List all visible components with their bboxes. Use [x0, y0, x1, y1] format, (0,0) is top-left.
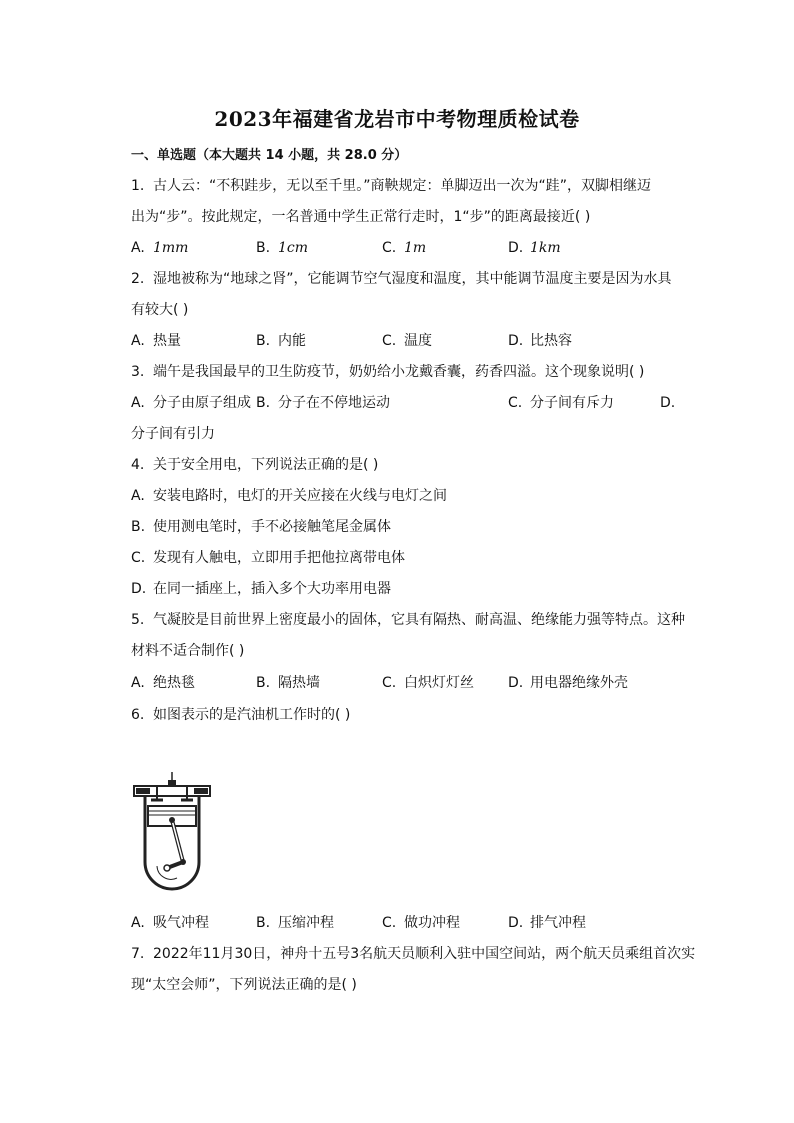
option-2b: B. 内能 [256, 333, 306, 349]
option-2d: D. 比热容 [508, 333, 572, 349]
question-3-line-1: 3. 端午是我国最早的卫生防疫节，奶奶给小龙戴香囊，药香四溢。这个现象说明( ) [131, 364, 645, 380]
option-1d: D. 1km [508, 240, 561, 256]
question-number: 5. [131, 612, 145, 628]
option-2c: C. 温度 [382, 333, 432, 349]
question-2-line-2: 有较大( ) [131, 302, 189, 318]
option-6c: C. 做功冲程 [382, 915, 460, 931]
option-5d: D. 用电器绝缘外壳 [508, 675, 628, 691]
question-7-line-1: 7. 2022年11月30日，神舟十五号3名航天员顺利入驻中国空间站，两个航天员乘组首次实 [131, 946, 696, 962]
question-1-line-1: 1. 古人云：“不积跬步，无以至千里。”商鞅规定：单脚迈出一次为“跬”，双脚相继迈 [131, 178, 652, 194]
question-number: 6. [131, 707, 145, 723]
option-1c: C. 1m [382, 240, 427, 256]
option-3d: D. [660, 395, 676, 411]
option-4a: A. 安装电路时，电灯的开关应接在火线与电灯之间 [131, 488, 447, 504]
question-number: 7. [131, 946, 145, 962]
option-5a: A. 绝热毯 [131, 675, 195, 691]
question-5-line-1: 5. 气凝胶是目前世界上密度最小的固体，它具有隔热、耐高温、绝缘能力强等特点。这种 [131, 612, 685, 628]
option-6b: B. 压缩冲程 [256, 915, 334, 931]
option-5b: B. 隔热墙 [256, 675, 320, 691]
question-7-line-2: 现“太空会师”，下列说法正确的是( ) [131, 977, 357, 993]
option-1b: B. 1cm [256, 240, 309, 256]
question-4-line-1: 4. 关于安全用电，下列说法正确的是( ) [131, 457, 379, 473]
option-3a: A. 分子由原子组成 [131, 395, 251, 411]
question-5-line-2: 材料不适合制作( ) [131, 643, 245, 659]
option-5c: C. 白炽灯灯丝 [382, 675, 474, 691]
option-6d: D. 排气冲程 [508, 915, 586, 931]
option-2a: A. 热量 [131, 333, 181, 349]
question-1-line-2: 出为“步”。按此规定，一名普通中学生正常行走时，1“步”的距离最接近( ) [131, 209, 591, 225]
question-number: 1. [131, 178, 145, 194]
option-4b: B. 使用测电笔时，手不必接触笔尾金属体 [131, 519, 391, 535]
question-number: 2. [131, 271, 145, 287]
question-number: 4. [131, 457, 145, 473]
option-1a: A. 1mm [131, 240, 189, 256]
option-6a: A. 吸气冲程 [131, 915, 209, 931]
engine-stroke-diagram [131, 770, 213, 894]
option-3d-text: 分子间有引力 [131, 426, 215, 442]
question-6-line-1: 6. 如图表示的是汽油机工作时的( ) [131, 707, 351, 723]
question-2-line-1: 2. 湿地被称为“地球之肾”，它能调节空气湿度和温度，其中能调节温度主要是因为水具 [131, 271, 672, 287]
option-4d: D. 在同一插座上，插入多个大功率用电器 [131, 581, 391, 597]
page-title: 2023年福建省龙岩市中考物理质检试卷 [214, 107, 580, 131]
section-heading: 一、单选题（本大题共 14 小题，共 28.0 分） [131, 148, 408, 163]
option-3c: C. 分子间有斥力 [508, 395, 614, 411]
question-number: 3. [131, 364, 145, 380]
option-4c: C. 发现有人触电，立即用手把他拉离带电体 [131, 550, 405, 566]
option-3b: B. 分子在不停地运动 [256, 395, 390, 411]
